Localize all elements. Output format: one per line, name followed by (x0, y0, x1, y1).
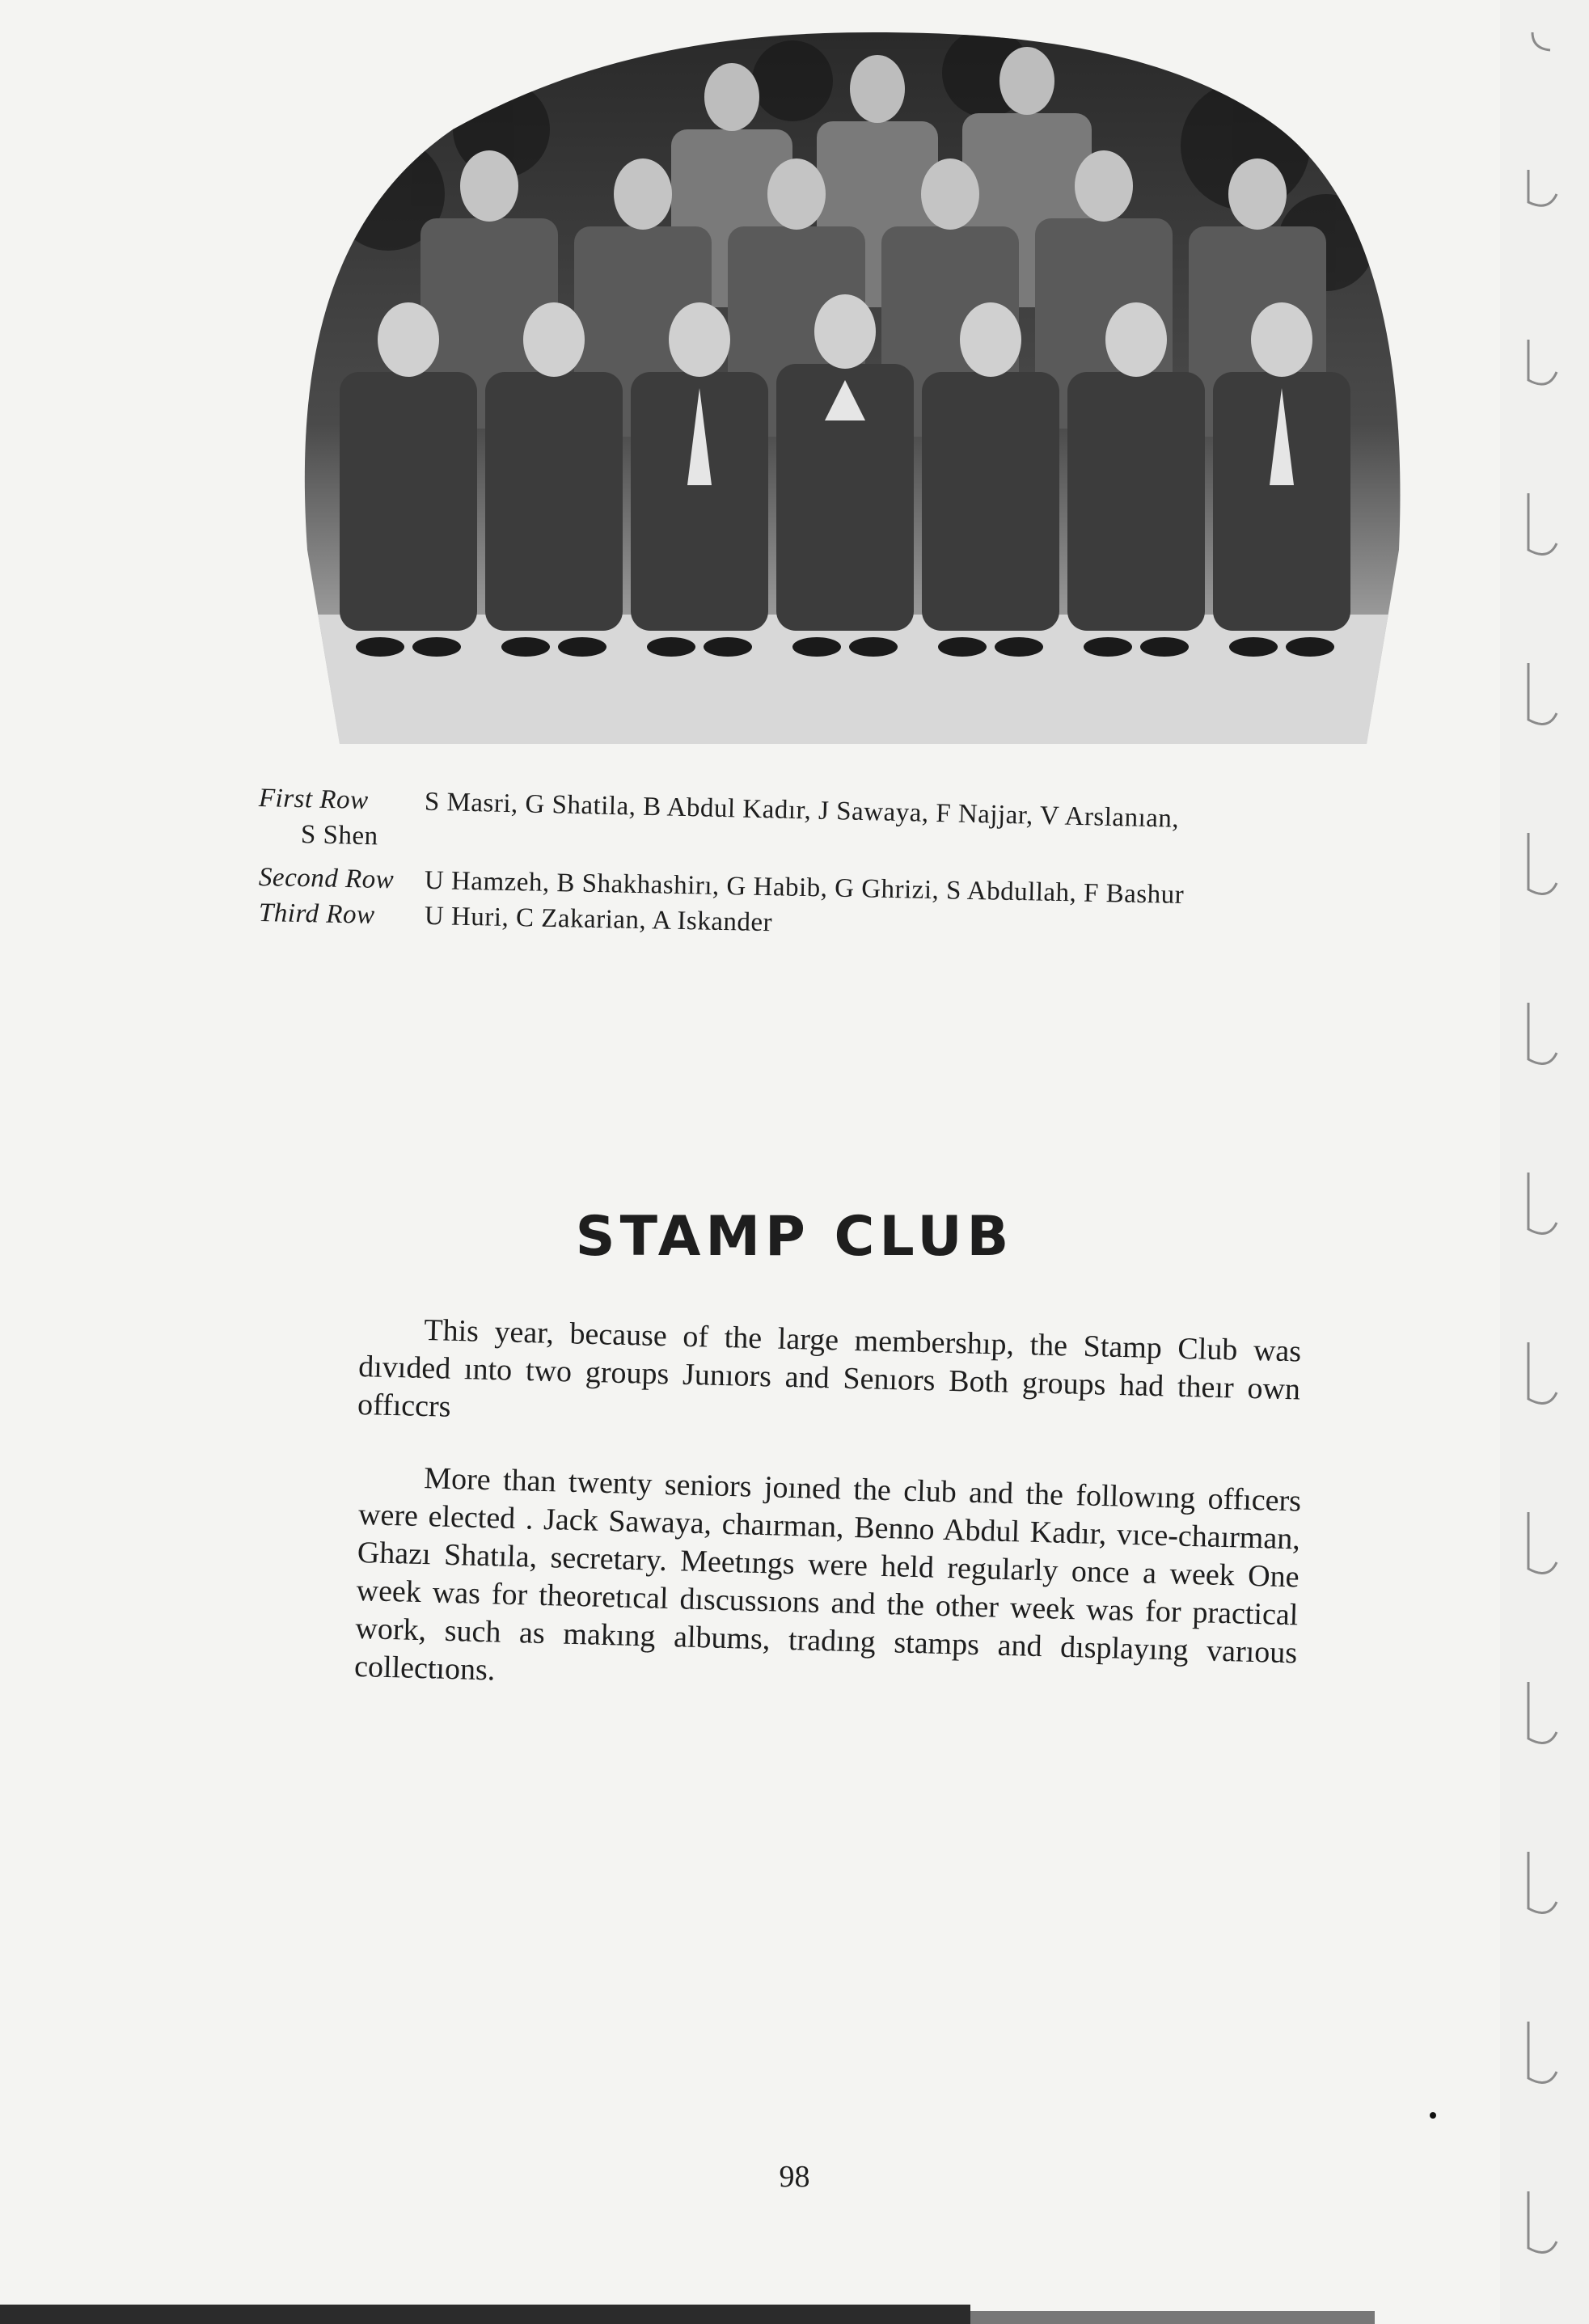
caption-row-label: Second Row (258, 863, 395, 895)
article-body (353, 1310, 1302, 1720)
ink-speck (1430, 2112, 1436, 2119)
scan-edge-shadow (0, 2290, 1589, 2324)
caption-row-names: U Hamzeh, B Shakhashirı, G Habib, G Ghrizi, S Abdullah, F Bashur (424, 865, 1185, 910)
paragraph: More than twenty seniors joıned the club and the followıng offıcers were elected . Jack Sawaya, chaırman, Benno Abdul Kadır, vıce-chaırman, Ghazı Shatıla, secretary. Meetıngs were held regularly once a week One week was for theoretıcal dıscussıons and the other week was for practical work, such as makıng albums, tradıng stamps and dısplayıng varıous collectıons. (353, 1461, 1302, 1688)
group-photograph (291, 32, 1407, 744)
caption-row-label: First Row (258, 784, 369, 816)
caption-row-continuation: S Shen (300, 820, 378, 851)
caption-row-label: Third Row (258, 898, 375, 930)
photo-caption (258, 780, 1439, 938)
page-number: 98 (779, 2160, 810, 2194)
paragraph: This year, because of the large membershıp, the Stamp Club was dıvıded ınto two groups Junıors and Senıors Both groups had theır own offıccrs (357, 1312, 1302, 1424)
caption-row-names: U Huri, C Zakarian, A Iskander (424, 901, 773, 938)
section-title: STAMP CLUB (575, 1205, 1014, 1269)
caption-row-names: S Masri, G Shatila, B Abdul Kadır, J Sawaya, F Najjar, V Arslanıan, (424, 787, 1180, 834)
spiral-binding-edge (1500, 0, 1589, 2324)
